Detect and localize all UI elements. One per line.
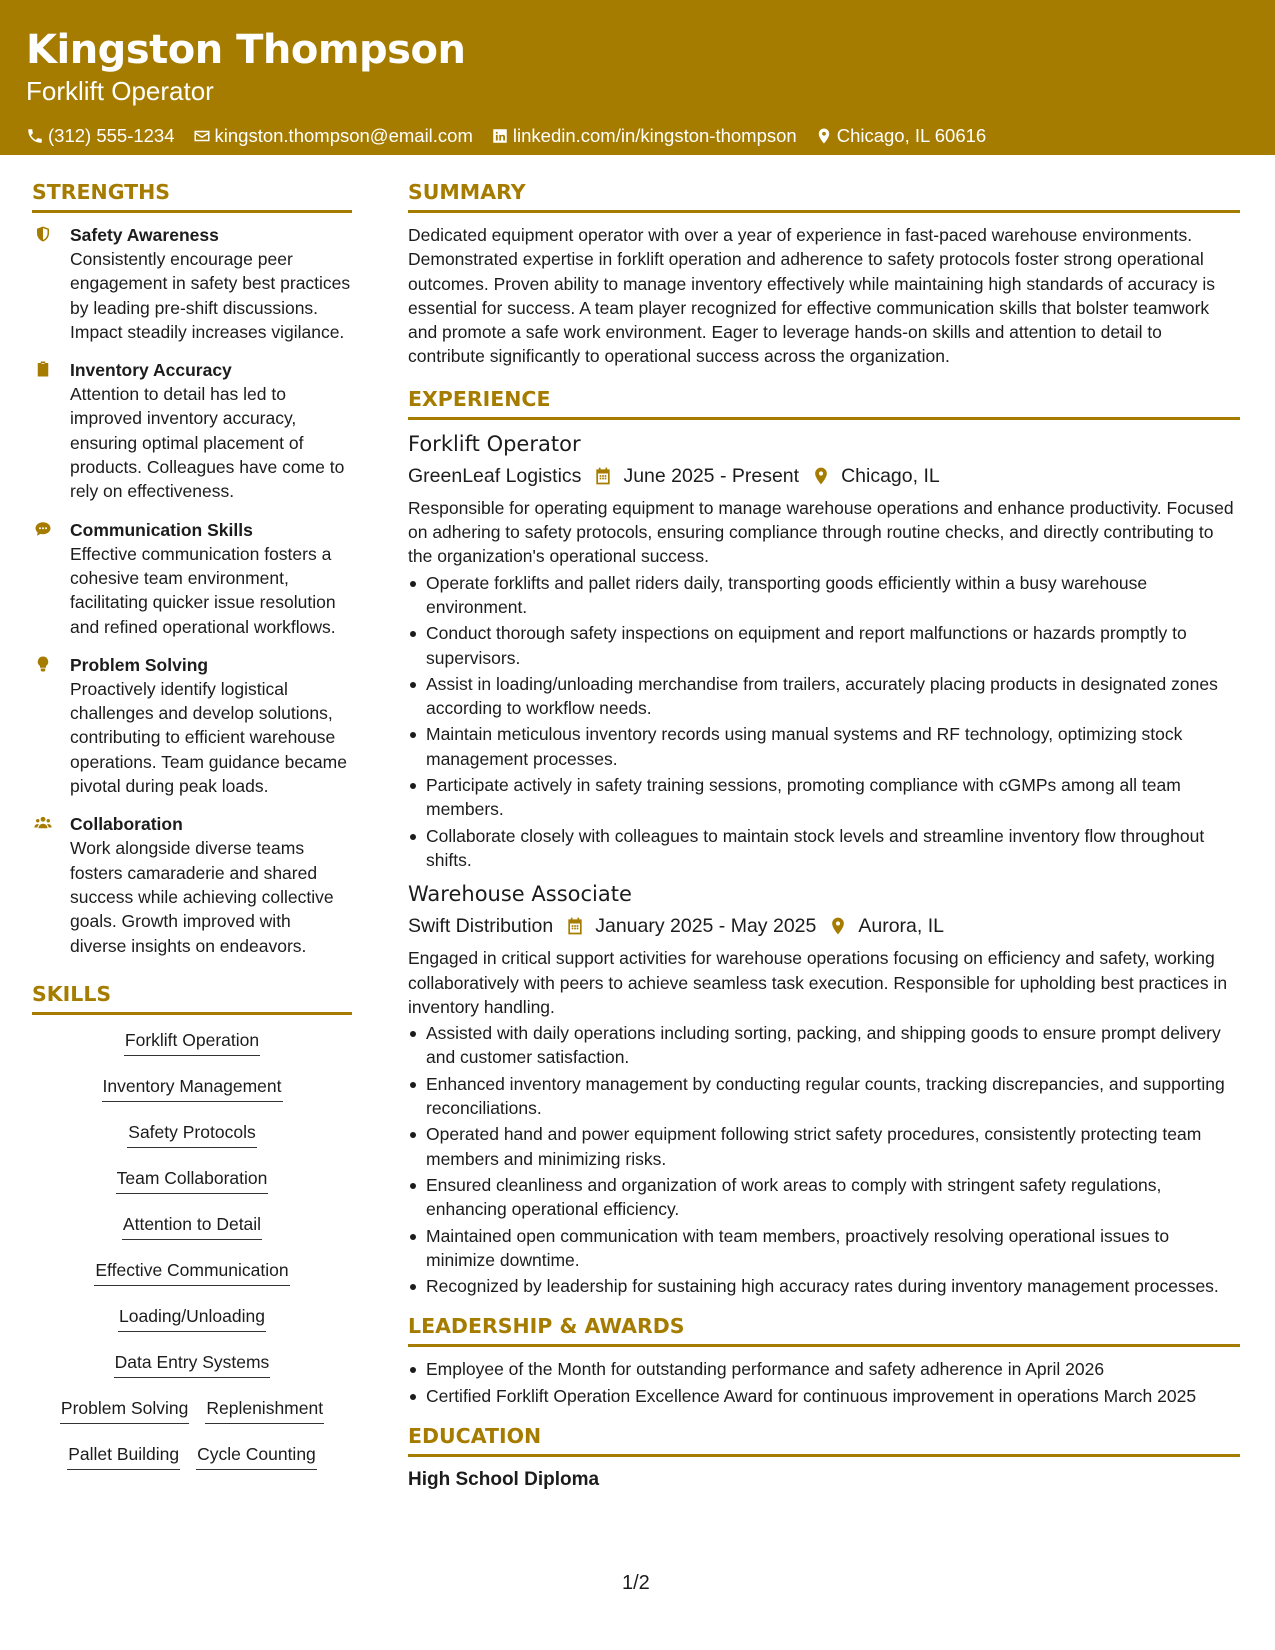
summary-text: Dedicated equipment operator with over a year of experience in fast-paced warehouse environments. Demonstrated expertise in forklift operation and adherence to safety protocols foster strong operational outcomes. Proven ability to manage inventory effectively while maintaining high standards of accuracy is essential for success. A team player recognized for effective communication skills that bolster teamwork and promote a safe work environment. Eager to leverage hands-on skills and attention to detail to contribute significantly to operational success across the organization. — [408, 225, 1216, 367]
summary-heading: SUMMARY — [408, 178, 1240, 213]
strength-title: Safety Awareness — [70, 225, 219, 245]
shield-icon — [34, 225, 54, 245]
right-column — [408, 178, 1240, 1493]
linkedin-icon — [491, 127, 509, 145]
calendar-icon — [593, 466, 613, 486]
strength-desc: Attention to detail has led to improved inventory accuracy, ensuring optimal placement of products. Colleagues have come to rely on effectiveness. — [70, 384, 345, 502]
resume-header — [0, 0, 1275, 155]
job-meta — [408, 912, 1240, 940]
strengths-heading: STRENGTHS — [32, 178, 352, 213]
job-bullet: Operate forklifts and pallet riders daily, transporting goods efficiently within a busy warehouse environment. — [408, 571, 1240, 620]
experience-heading: EXPERIENCE — [408, 385, 1240, 420]
job-bullet: Assisted with daily operations including sorting, packing, and shipping goods to ensure prompt delivery and customer satisfaction. — [408, 1021, 1240, 1070]
job-dates: June 2025 - Present — [623, 464, 800, 487]
job-description: Responsible for operating equipment to manage warehouse operations and enhance productivity. Focused on adhering to safety protocols, ensuring compliance through routine checks, and directly contributing to the organization's operational success. — [408, 497, 1234, 567]
skill-tag: Team Collaboration — [116, 1167, 269, 1194]
strength-title: Inventory Accuracy — [70, 360, 232, 381]
calendar-icon — [565, 916, 585, 936]
job-bullet: Conduct thorough safety inspections on equipment and report malfunctions or hazards promptly to supervisors. — [408, 621, 1240, 670]
job-location: Aurora, IL — [858, 915, 944, 938]
job-description: Engaged in critical support activities for warehouse operations focusing on efficiency and safety, working collaboratively with peers to achieve seamless task execution. Responsible for upholding best practices in inventory handling. — [408, 948, 1228, 1017]
job-bullets — [408, 571, 1240, 873]
clipboard-check-icon — [34, 360, 54, 380]
contact-location — [815, 124, 986, 148]
skill-tag: Data Entry Systems — [114, 1351, 271, 1378]
location-text: Chicago, IL 60616 — [836, 125, 987, 146]
award-item: Certified Forklift Operation Excellence Award for continuous improvement in operations March 2025 — [408, 1384, 1240, 1408]
strength-item — [32, 812, 352, 957]
left-column — [32, 178, 352, 1489]
users-icon — [34, 814, 54, 834]
contact-linkedin[interactable] — [491, 124, 797, 148]
job-bullet: Maintained open communication with team members, proactively resolving operational issues to minimize downtime. — [408, 1224, 1240, 1273]
email-text[interactable]: kingston.thompson@email.com — [214, 125, 473, 146]
phone-text: (312) 555-1234 — [48, 125, 175, 146]
skill-tag: Replenishment — [205, 1397, 324, 1424]
strength-title: Communication Skills — [70, 519, 253, 540]
contact-email[interactable] — [193, 124, 473, 148]
education-heading: EDUCATION — [408, 1422, 1240, 1457]
job-bullet: Maintain meticulous inventory records using manual systems and RF technology, optimizing stock management processes. — [408, 722, 1240, 771]
strength-desc: Proactively identify logistical challenges and develop solutions, contributing to efficient warehouse operations. Team guidance became pivotal during peak loads. — [70, 678, 347, 797]
job-bullet: Collaborate closely with colleagues to maintain stock levels and streamline inventory flow throughout shifts. — [408, 824, 1240, 873]
page-number: 1/2 — [622, 1572, 650, 1594]
candidate-name: Kingston Thompson — [26, 27, 466, 73]
education-degree: High School Diploma — [408, 1468, 600, 1490]
contact-phone — [26, 124, 175, 148]
location-pin-icon — [828, 916, 848, 936]
awards-list — [408, 1357, 1240, 1408]
job-bullet: Operated hand and power equipment following strict safety procedures, consistently protecting team members and minimizing risks. — [408, 1122, 1240, 1171]
job-bullet: Recognized by leadership for sustaining high accuracy rates during inventory management processes. — [408, 1274, 1240, 1298]
job-title: Forklift Operator — [408, 431, 581, 456]
skill-tag: Safety Protocols — [127, 1121, 256, 1148]
skill-tag: Forklift Operation — [124, 1029, 260, 1056]
phone-icon — [26, 127, 44, 145]
strength-desc: Consistently encourage peer engagement in safety best practices by leading pre-shift discussions. Impact steadily increases vigilance. — [70, 249, 351, 342]
skill-tag: Loading/Unloading — [118, 1305, 266, 1332]
linkedin-text[interactable]: linkedin.com/in/kingston-thompson — [512, 125, 797, 146]
skill-tag: Pallet Building — [67, 1443, 180, 1470]
candidate-role: Forklift Operator — [26, 76, 214, 106]
skills-heading: SKILLS — [32, 980, 352, 1015]
strength-title: Collaboration — [70, 814, 183, 835]
job-company: Swift Distribution — [408, 915, 554, 938]
strength-title: Problem Solving — [70, 654, 209, 675]
strength-desc: Work alongside diverse teams fosters camaraderie and shared success while achieving collective goals. Growth improved with diverse insights on endeavors. — [70, 838, 334, 956]
skill-tag: Effective Communication — [94, 1259, 289, 1286]
job-entry — [408, 430, 1240, 872]
strength-item — [32, 518, 352, 639]
email-icon — [193, 127, 211, 145]
job-dates: January 2025 - May 2025 — [595, 915, 817, 938]
job-company: GreenLeaf Logistics — [408, 464, 582, 487]
lightbulb-icon — [34, 655, 54, 675]
skill-tag: Problem Solving — [60, 1397, 189, 1424]
strength-item — [32, 358, 352, 503]
location-pin-icon — [811, 466, 831, 486]
job-bullet: Participate actively in safety training sessions, promoting compliance with cGMPs among all team members. — [408, 773, 1240, 822]
skill-tag: Attention to Detail — [122, 1213, 262, 1240]
award-item: Employee of the Month for outstanding performance and safety adherence in April 2026 — [408, 1357, 1240, 1381]
job-meta — [408, 462, 1240, 490]
job-entry — [408, 880, 1240, 1298]
skill-tag: Cycle Counting — [196, 1443, 317, 1470]
strength-item — [32, 653, 352, 798]
job-bullets — [408, 1021, 1240, 1298]
job-bullet: Assist in loading/unloading merchandise from trailers, accurately placing products in designated zones according to workflow needs. — [408, 672, 1240, 721]
chat-bubble-icon — [34, 520, 54, 540]
job-bullet: Enhanced inventory management by conducting regular counts, tracking discrepancies, and supporting reconciliations. — [408, 1072, 1240, 1121]
strength-desc: Effective communication fosters a cohesive team environment, facilitating quicker issue resolution and refined operational workflows. — [70, 543, 336, 637]
location-pin-icon — [815, 127, 833, 145]
strength-item — [32, 223, 352, 344]
job-location: Chicago, IL — [841, 464, 940, 487]
job-title: Warehouse Associate — [408, 882, 632, 907]
skill-tag: Inventory Management — [102, 1075, 283, 1102]
contact-row — [26, 124, 1249, 148]
skills-list — [32, 1025, 352, 1489]
awards-heading: LEADERSHIP & AWARDS — [408, 1312, 1240, 1347]
job-bullet: Ensured cleanliness and organization of work areas to comply with stringent safety regulations, enhancing operational efficiency. — [408, 1173, 1240, 1222]
